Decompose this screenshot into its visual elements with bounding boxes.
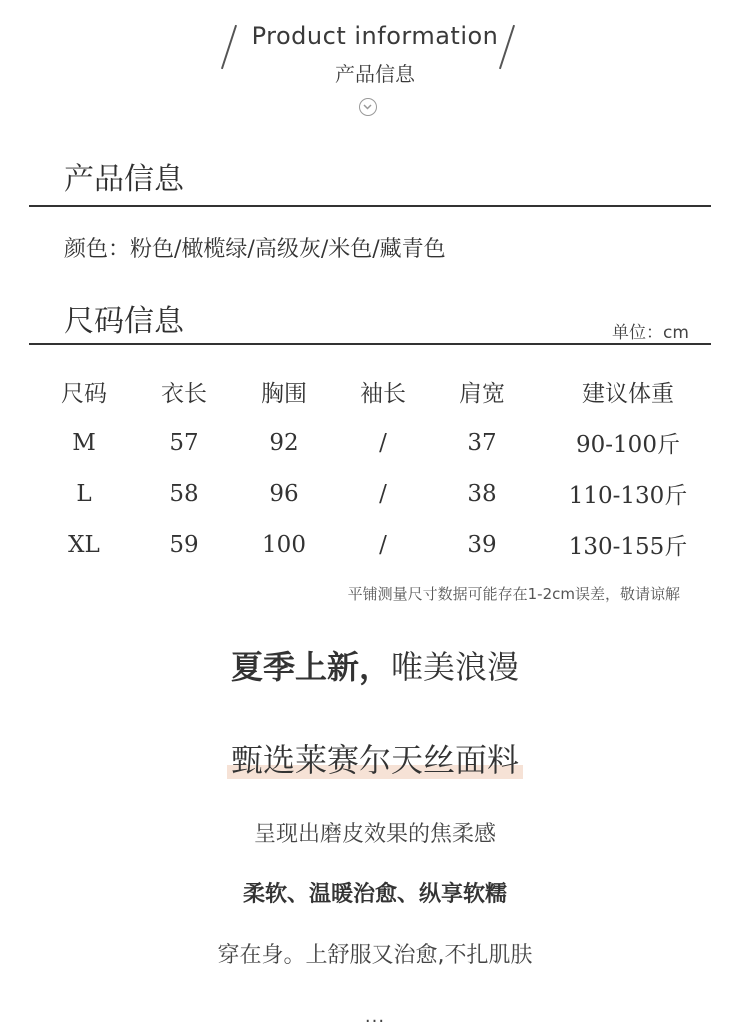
chevron-down-circle-icon bbox=[359, 98, 377, 116]
table-row bbox=[34, 417, 724, 468]
column-header: 肩宽 bbox=[459, 381, 505, 407]
promo-headline-bold: 夏季上新， bbox=[230, 648, 391, 686]
column-header: 衣长 bbox=[161, 381, 207, 407]
table-cell: 57 bbox=[169, 429, 199, 456]
table-cell: L bbox=[76, 480, 92, 507]
column-header: 尺码 bbox=[61, 381, 107, 407]
divider bbox=[29, 205, 711, 207]
color-options: 颜色：粉色/橄榄绿/高级灰/米色/藏青色 bbox=[64, 237, 446, 262]
table-cell: XL bbox=[68, 531, 100, 558]
table-cell: 90-100斤 bbox=[576, 432, 680, 458]
table-row bbox=[34, 519, 724, 570]
column-header: 胸围 bbox=[261, 381, 307, 407]
table-cell: 39 bbox=[467, 531, 497, 558]
table-cell: / bbox=[379, 480, 387, 507]
fabric-headline: 甄选莱赛尔天丝面料 bbox=[227, 735, 523, 781]
size-info-title: 尺码信息 bbox=[64, 304, 184, 339]
table-cell: 96 bbox=[269, 480, 299, 507]
ellipsis: ... bbox=[364, 1006, 386, 1027]
promo-headline-rest: 唯美浪漫 bbox=[391, 648, 520, 686]
header-title-cn: 产品信息 bbox=[335, 62, 415, 86]
promo-line-bold: 柔软、温暖治愈、纵享软糯 bbox=[242, 882, 507, 907]
column-header: 建议体重 bbox=[582, 381, 674, 407]
table-cell: 59 bbox=[169, 531, 199, 558]
header-title-en: Product information bbox=[251, 22, 499, 50]
table-cell: 38 bbox=[467, 480, 497, 507]
product-info-title: 产品信息 bbox=[64, 162, 184, 197]
table-cell: 58 bbox=[169, 480, 199, 507]
table-row bbox=[34, 468, 724, 519]
table-cell: 100 bbox=[262, 531, 306, 558]
table-cell: 130-155斤 bbox=[568, 534, 688, 560]
table-cell: / bbox=[379, 531, 387, 558]
table-header-row bbox=[34, 366, 724, 417]
promo-line: 呈现出磨皮效果的焦柔感 bbox=[253, 822, 496, 847]
table-cell: 110-130斤 bbox=[568, 483, 688, 509]
fabric-headline-wrap bbox=[0, 735, 750, 781]
table-cell: 37 bbox=[467, 429, 497, 456]
divider bbox=[29, 343, 711, 345]
table-cell: / bbox=[379, 429, 387, 456]
measurement-note: 平铺测量尺寸数据可能存在1-2cm误差，敬请谅解 bbox=[347, 585, 680, 603]
unit-label: 单位：cm bbox=[612, 323, 689, 343]
column-header: 袖长 bbox=[360, 381, 406, 407]
table-cell: 92 bbox=[269, 429, 299, 456]
promo-headline bbox=[0, 642, 750, 688]
size-table bbox=[34, 366, 724, 570]
table-cell: M bbox=[72, 429, 96, 456]
promo-line: 穿在身。上舒服又治愈,不扎肌肤 bbox=[217, 943, 533, 968]
